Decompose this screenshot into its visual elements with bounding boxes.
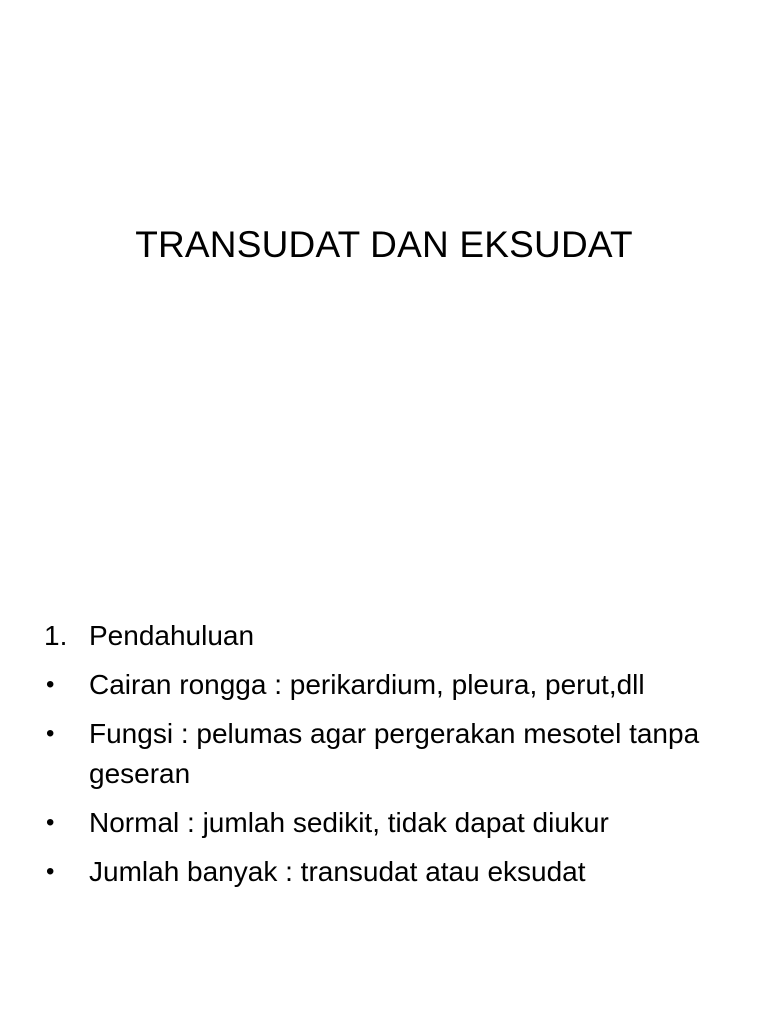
list-item-fungsi: [40, 714, 740, 794]
list-item-text: Pendahuluan: [89, 620, 255, 651]
list-item-pendahuluan: [40, 616, 740, 656]
bullet-icon: •: [46, 809, 55, 836]
bullet-icon: •: [46, 720, 55, 747]
bullet-icon: •: [46, 858, 55, 885]
list-item-text: Jumlah banyak : transudat atau eksudat: [89, 856, 586, 887]
list-item-text: Cairan rongga : perikardium, pleura, perut,dll: [89, 669, 645, 700]
list-item-jumlah-banyak: [40, 852, 740, 892]
list-number-marker: 1.: [44, 620, 68, 651]
bullet-icon: •: [46, 671, 55, 698]
list-item-cairan-rongga: [40, 665, 740, 705]
slide-title: TRANSUDAT DAN EKSUDAT: [135, 224, 633, 265]
list-item-text: Fungsi : pelumas agar pergerakan mesotel tanpa geseran: [89, 718, 700, 789]
list-item-normal: [40, 803, 740, 843]
list-item-text: Normal : jumlah sedikit, tidak dapat diukur: [89, 807, 609, 838]
slide-content-list: [40, 616, 740, 901]
